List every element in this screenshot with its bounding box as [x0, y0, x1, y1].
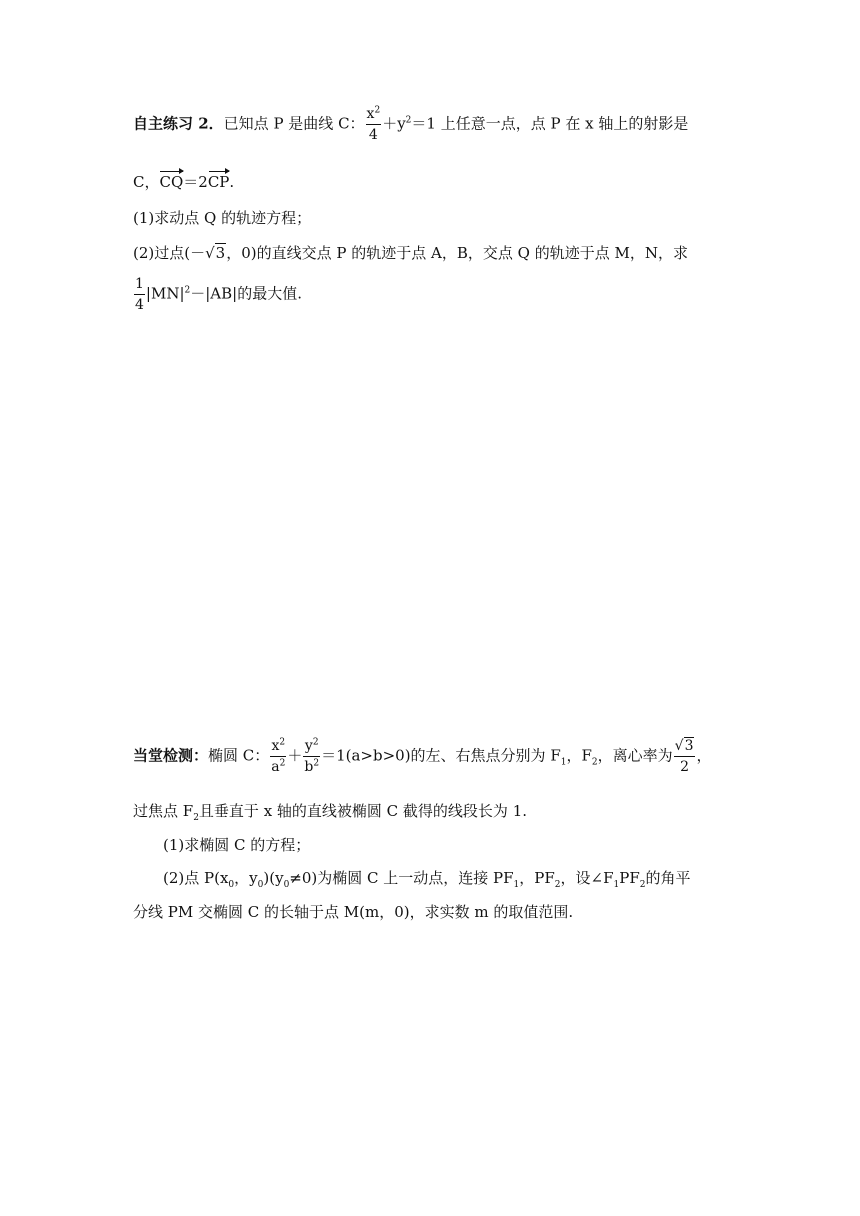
- fraction-y2-over-b2: $\frac{y^2}{b^2}$: [304, 737, 320, 775]
- vector-cq: CQ: [159, 173, 184, 191]
- fraction-x2-over-a2: $\frac{x^2}{a^2}$: [271, 737, 286, 775]
- ex2-question-2: (2)过点(－√3，0)的直线交点 P 的轨迹于点 A，B，交点 Q 的轨迹于点 M，N，求: [133, 244, 688, 262]
- ex2-question-1: (1)求动点 Q 的轨迹方程；: [133, 209, 312, 227]
- check-line-5: 分线 PM 交椭圆 C 的长轴于点 M(m，0)，求实数 m 的取值范围.: [133, 903, 574, 921]
- ex2-line-5: $\frac{1}{4}$ $|MN|^2-|AB|$的最大值.: [135, 276, 302, 313]
- fraction-x2-over-4: $\frac{x^2}{4}$: [366, 105, 381, 143]
- check-question-2: (2)点 $P(x_0$，$y_0)(y_0\ne 0)$为椭圆 C 上一动点，连接 $PF_1$，$PF_2$，设$\angle F_1PF_2$的角平: [163, 869, 691, 890]
- ex2-line-1: 自主练习 2．已知点 P 是曲线 C： $\frac{x^2}{4}$ $+y^2=1$ 上任意一点，点 P 在 x 轴上的射影是: [133, 105, 689, 143]
- check-line-2: 过焦点 $F_2$且垂直于 x 轴的直线被椭圆 C 截得的线段长为 1.: [133, 802, 528, 823]
- ex2-line-2: C，CQ＝2CP.: [133, 173, 235, 191]
- ex2-title: 自主练习 2．: [133, 114, 224, 133]
- vector-cp: CP: [207, 173, 230, 191]
- fraction-1-over-4: $\frac{1}{4}$: [135, 276, 144, 313]
- sqrt-3: √3: [205, 244, 226, 262]
- fraction-sqrt3-over-2: $\frac{√3}{2}$: [674, 738, 694, 775]
- check-question-1: (1)求椭圆 C 的方程；: [163, 836, 311, 854]
- check-title: 当堂检测：: [133, 746, 209, 765]
- ex2-text: 已知点 P 是曲线 C：: [223, 114, 365, 133]
- check-line-1: 当堂检测：椭圆 C： $\frac{x^2}{a^2}$ ＋ $\frac{y^2}{b^2}$ ＝1(a>b>0)的左、右焦点分别为 $F_1$，$F_2$，离心率为 $\frac{√3}{2}$ ，: [133, 737, 712, 775]
